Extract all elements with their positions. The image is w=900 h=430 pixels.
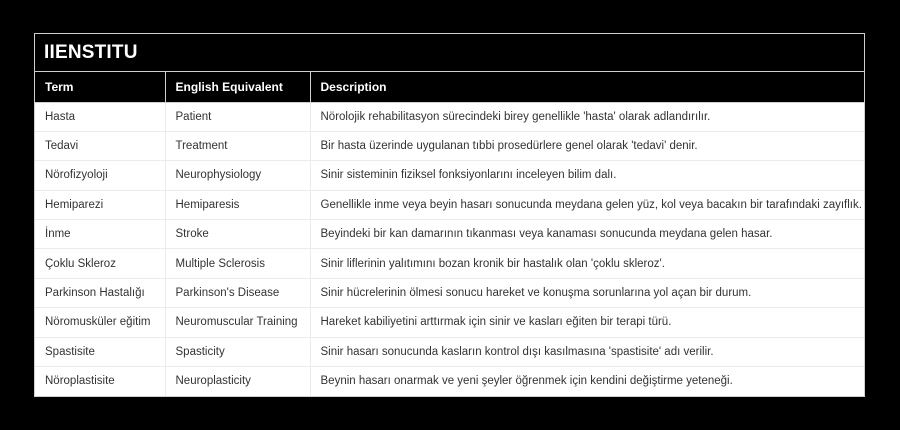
cell-description: Nörolojik rehabilitasyon sürecindeki birey genellikle 'hasta' olarak adlandırılır. <box>310 102 864 131</box>
header-term: Term <box>35 72 165 102</box>
glossary-table <box>35 72 864 396</box>
cell-english: Multiple Sclerosis <box>165 249 310 278</box>
cell-term: Nöromusküler eğitim <box>35 308 165 337</box>
cell-english: Hemiparesis <box>165 190 310 219</box>
cell-term: İnme <box>35 220 165 249</box>
cell-term: Hemiparezi <box>35 190 165 219</box>
cell-term: Nörofizyoloji <box>35 161 165 190</box>
cell-description: Sinir hasarı sonucunda kasların kontrol dışı kasılmasına 'spastisite' adı verilir. <box>310 337 864 366</box>
table-row <box>35 249 864 278</box>
cell-description: Beynin hasarı onarmak ve yeni şeyler öğrenmek için kendini değiştirme yeteneği. <box>310 367 864 396</box>
cell-english: Stroke <box>165 220 310 249</box>
cell-term: Hasta <box>35 102 165 131</box>
cell-english: Neurophysiology <box>165 161 310 190</box>
cell-english: Treatment <box>165 131 310 160</box>
cell-english: Neuroplasticity <box>165 367 310 396</box>
cell-term: Tedavi <box>35 131 165 160</box>
cell-description: Sinir sisteminin fiziksel fonksiyonlarını inceleyen bilim dalı. <box>310 161 864 190</box>
cell-english: Neuromuscular Training <box>165 308 310 337</box>
cell-description: Sinir hücrelerinin ölmesi sonucu hareket ve konuşma sorunlarına yol açan bir durum. <box>310 278 864 307</box>
table-title: IIENSTITU <box>35 34 864 72</box>
cell-english: Patient <box>165 102 310 131</box>
cell-term: Spastisite <box>35 337 165 366</box>
cell-english: Spasticity <box>165 337 310 366</box>
table-row <box>35 161 864 190</box>
table-row <box>35 278 864 307</box>
cell-description: Sinir liflerinin yalıtımını bozan kronik bir hastalık olan 'çoklu skleroz'. <box>310 249 864 278</box>
cell-english: Parkinson's Disease <box>165 278 310 307</box>
cell-description: Hareket kabiliyetini arttırmak için sinir ve kasları eğiten bir terapi türü. <box>310 308 864 337</box>
table-row <box>35 220 864 249</box>
header-english-equivalent: English Equivalent <box>165 72 310 102</box>
table-row <box>35 190 864 219</box>
cell-term: Nöroplastisite <box>35 367 165 396</box>
cell-term: Parkinson Hastalığı <box>35 278 165 307</box>
cell-description: Bir hasta üzerinde uygulanan tıbbi prosedürlere genel olarak 'tedavi' denir. <box>310 131 864 160</box>
table-row <box>35 308 864 337</box>
cell-description: Beyindeki bir kan damarının tıkanması veya kanaması sonucunda meydana gelen hasar. <box>310 220 864 249</box>
table-row <box>35 367 864 396</box>
header-description: Description <box>310 72 864 102</box>
table-row <box>35 102 864 131</box>
table-header-row <box>35 72 864 102</box>
table-row <box>35 131 864 160</box>
table-row <box>35 337 864 366</box>
cell-description: Genellikle inme veya beyin hasarı sonucunda meydana gelen yüz, kol veya bacakın bir tarafındaki zayıflık. <box>310 190 864 219</box>
glossary-card <box>34 33 865 397</box>
cell-term: Çoklu Skleroz <box>35 249 165 278</box>
